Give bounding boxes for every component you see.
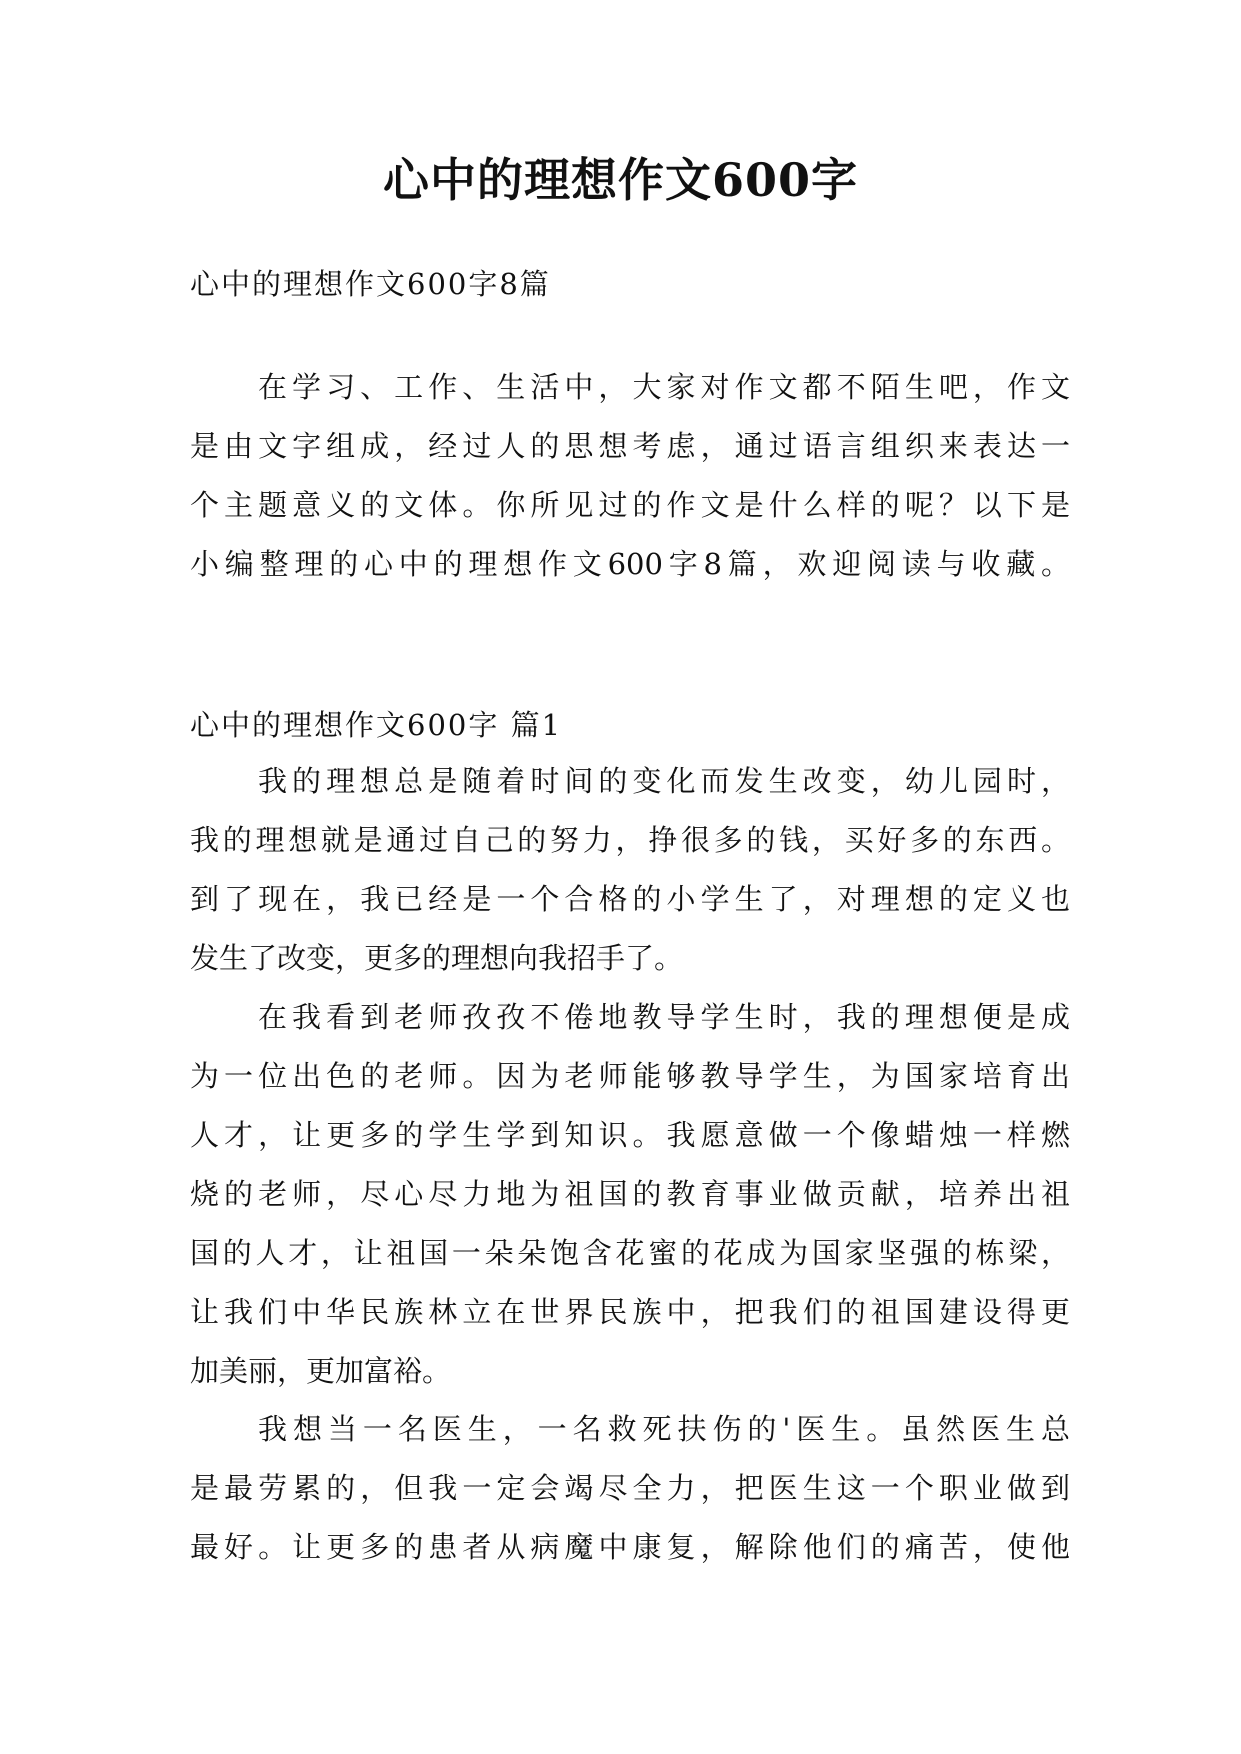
paragraph-line: 最好。让更多的患者从病魔中康复，解除他们的痛苦，使他 xyxy=(190,1530,1070,1564)
paragraph-line: 加美丽，更加富裕。 xyxy=(190,1354,452,1388)
paragraph-line: 我的理想就是通过自己的努力，挣很多的钱，买好多的东西。 xyxy=(190,823,1070,857)
paragraph-line: 是最劳累的，但我一定会竭尽全力，把医生这一个职业做到 xyxy=(190,1471,1070,1505)
paragraph-line: 在我看到老师孜孜不倦地教导学生时，我的理想便是成 xyxy=(258,1000,1070,1034)
paragraph-line: 烧的老师，尽心尽力地为祖国的教育事业做贡献，培养出祖 xyxy=(190,1177,1070,1211)
paragraph-3 xyxy=(190,1400,1070,1577)
paragraph-line: 人才，让更多的学生学到知识。我愿意做一个像蜡烛一样燃 xyxy=(190,1118,1070,1152)
intro-line: 是由文字组成，经过人的思想考虑，通过语言组织来表达一 xyxy=(190,429,1070,463)
document-title: 心中的理想作文600字 xyxy=(382,153,859,207)
document-subtitle: 心中的理想作文600字8篇 xyxy=(190,267,551,301)
paragraph-1 xyxy=(190,752,1070,988)
paragraph-line: 到了现在，我已经是一个合格的小学生了，对理想的定义也 xyxy=(190,882,1070,916)
section-heading: 心中的理想作文600字 篇1 xyxy=(190,708,563,742)
paragraph-line: 国的人才，让祖国一朵朵饱含花蜜的花成为国家坚强的栋梁， xyxy=(190,1236,1070,1270)
paragraph-line: 我想当一名医生，一名救死扶伤的'医生。虽然医生总 xyxy=(258,1412,1070,1446)
paragraph-2 xyxy=(190,988,1070,1401)
paragraph-line: 我的理想总是随着时间的变化而发生改变，幼儿园时， xyxy=(258,764,1070,798)
paragraph-line: 为一位出色的老师。因为老师能够教导学生，为国家培育出 xyxy=(190,1059,1070,1093)
intro-line: 在学习、工作、生活中，大家对作文都不陌生吧，作文 xyxy=(258,370,1070,404)
intro-paragraph xyxy=(190,358,1070,594)
paragraph-line: 让我们中华民族林立在世界民族中，把我们的祖国建设得更 xyxy=(190,1295,1070,1329)
intro-line: 个主题意义的文体。你所见过的作文是什么样的呢？以下是 xyxy=(190,488,1070,522)
intro-line: 小编整理的心中的理想作文600字8篇，欢迎阅读与收藏。 xyxy=(190,547,1070,581)
paragraph-line: 发生了改变，更多的理想向我招手了。 xyxy=(190,941,684,975)
